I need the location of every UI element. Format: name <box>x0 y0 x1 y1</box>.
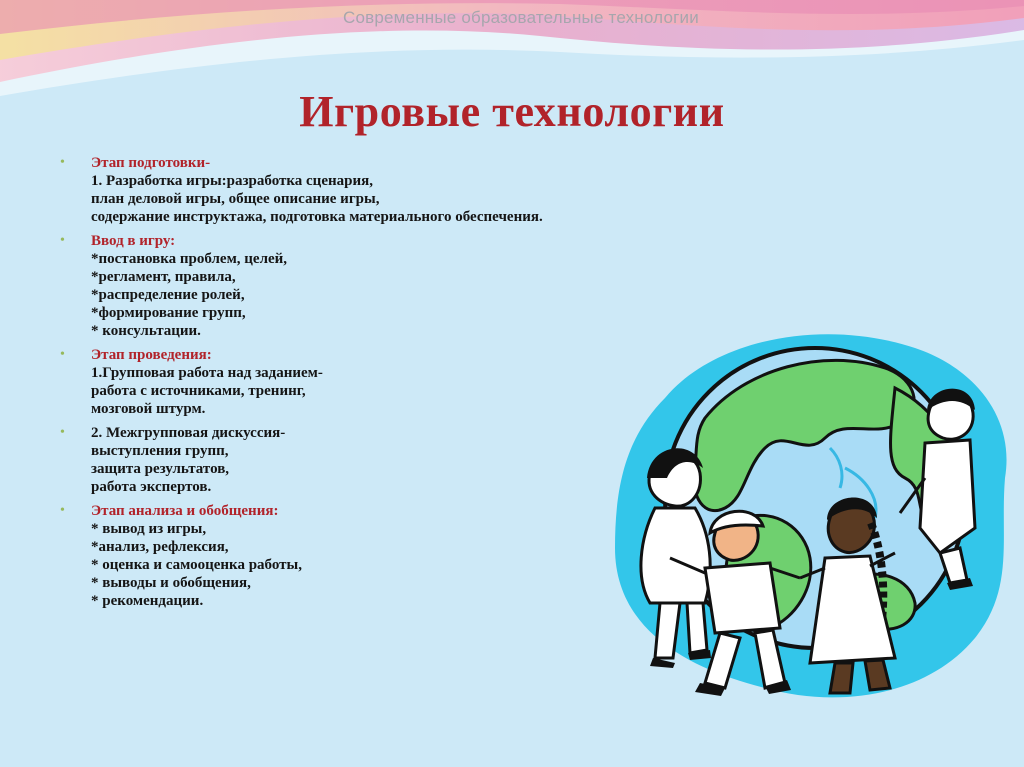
slide-title: Игровые технологии <box>299 87 725 136</box>
bullet-icon: • <box>60 233 65 248</box>
section-line: работа экспертов. <box>91 479 212 495</box>
section-line: *анализ, рефлексия, <box>91 539 229 555</box>
children-around-globe-illustration <box>595 328 1024 748</box>
section-heading: Этап подготовки- <box>91 155 211 171</box>
section-line: 2. Межгрупповая дискуссия- <box>91 425 286 441</box>
section-line: * выводы и обобщения, <box>91 575 251 591</box>
bullet-icon: • <box>60 347 65 362</box>
section-line: * вывод из игры, <box>91 521 207 537</box>
section-line: защита результатов, <box>91 461 230 477</box>
header-subtitle: Современные образовательные технологии <box>343 8 699 27</box>
section-line: *формирование групп, <box>91 305 246 321</box>
section-line: *регламент, правила, <box>91 269 236 285</box>
bullet-icon: • <box>60 155 65 170</box>
section-heading: Ввод в игру: <box>91 233 176 249</box>
section-line: содержание инструктажа, подготовка материального обеспечения. <box>91 209 543 225</box>
section-line: * консультации. <box>91 323 201 339</box>
list-item <box>60 232 720 340</box>
section-line: план деловой игры, общее описание игры, <box>91 191 380 207</box>
section-line: работа с источниками, тренинг, <box>91 383 306 399</box>
section-line: выступления групп, <box>91 443 229 459</box>
section-line: 1.Групповая работа над заданием- <box>91 365 323 381</box>
section-line: *распределение ролей, <box>91 287 245 303</box>
section-line: * оценка и самооценка работы, <box>91 557 302 573</box>
section-heading: Этап проведения: <box>91 347 212 363</box>
bullet-icon: • <box>60 503 65 518</box>
section-line: 1. Разработка игры:разработка сценария, <box>91 173 373 189</box>
section-heading: Этап анализа и обобщения: <box>91 503 279 519</box>
bullet-icon: • <box>60 425 65 440</box>
list-item <box>60 154 720 226</box>
section-line: мозговой штурм. <box>91 401 206 417</box>
child-left-figure <box>641 448 711 668</box>
section-line: *постановка проблем, целей, <box>91 251 288 267</box>
section-line: * рекомендации. <box>91 593 204 609</box>
